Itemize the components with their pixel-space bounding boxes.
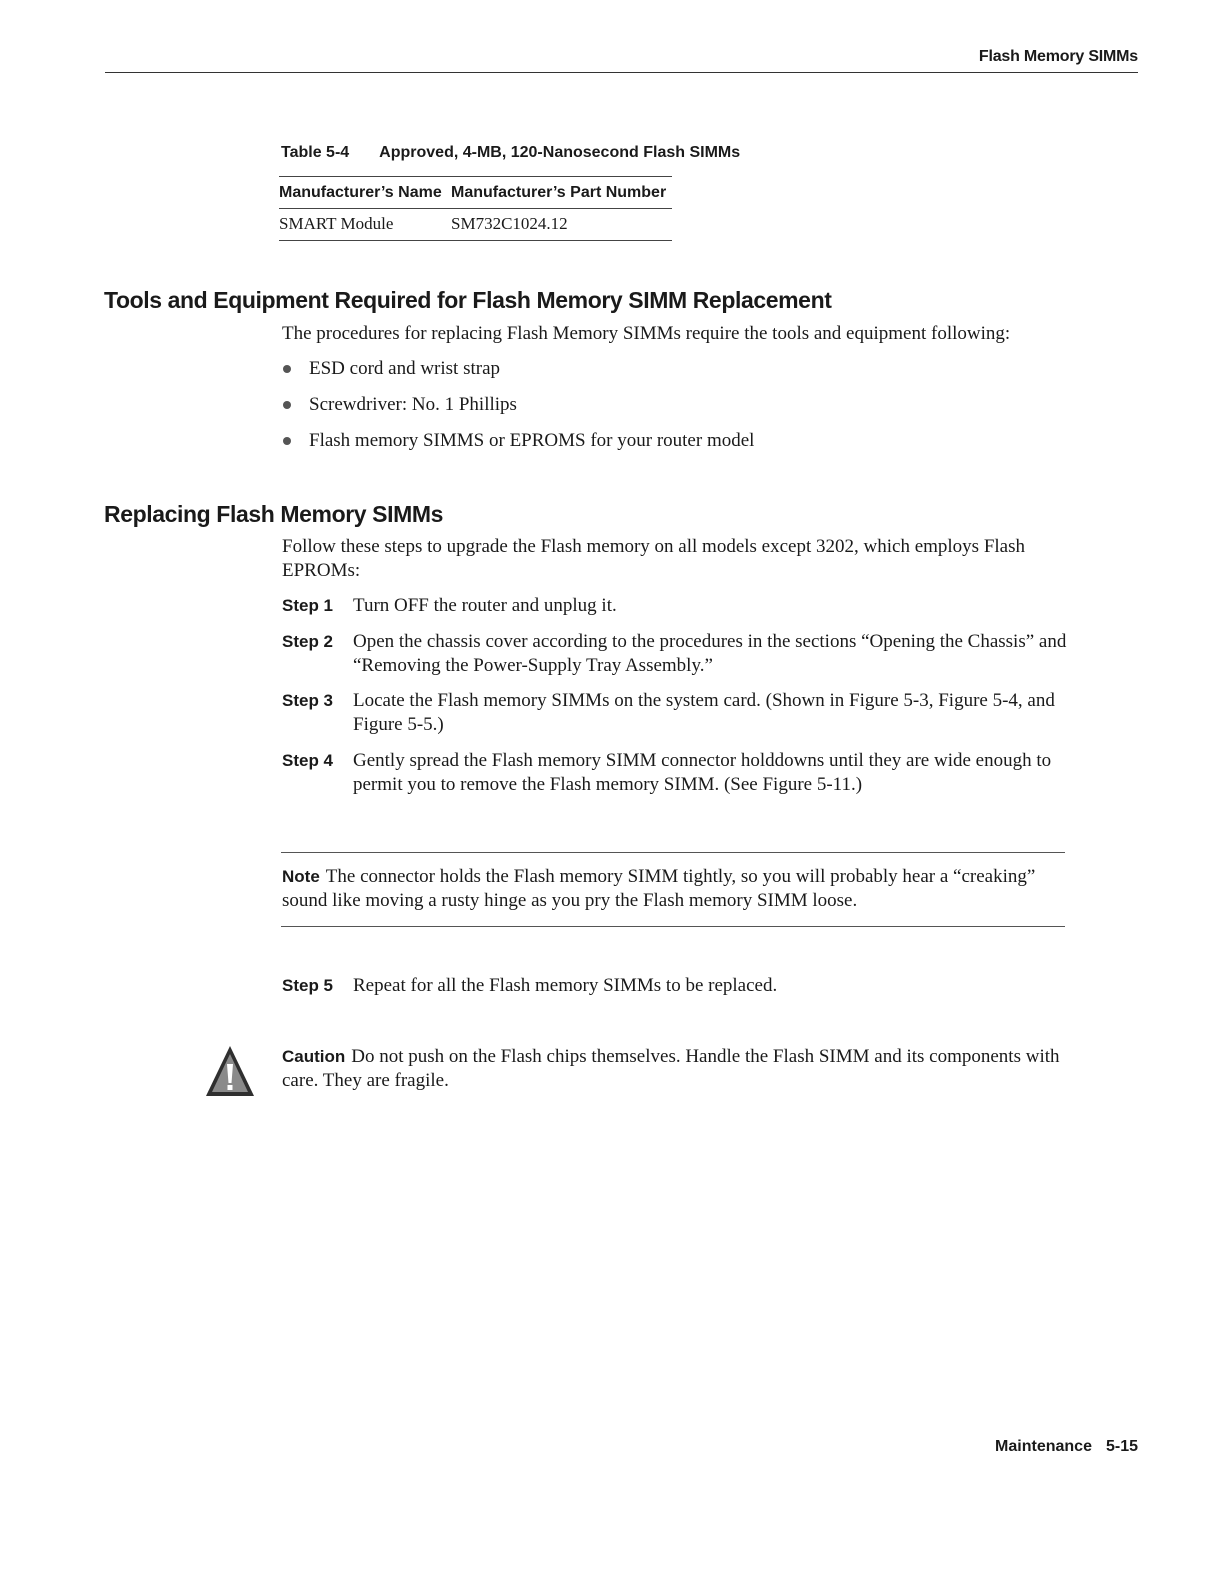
tools-heading: Tools and Equipment Required for Flash Memory SIMM Replacement	[104, 287, 832, 313]
bullet-icon	[283, 365, 291, 373]
step-label: Step 3	[282, 691, 334, 710]
caution-icon	[204, 1044, 256, 1098]
note-label: Note	[282, 867, 320, 886]
table-title: Approved, 4-MB, 120-Nanosecond Flash SIMMs	[379, 144, 741, 161]
note	[282, 865, 1072, 913]
step-2	[282, 630, 1072, 678]
note-top-rule	[281, 852, 1065, 853]
flash-simm-table	[279, 176, 672, 241]
caution	[282, 1045, 1072, 1093]
table-header-row	[279, 177, 672, 209]
running-head: Flash Memory SIMMs	[978, 48, 1138, 65]
table-cell-manufacturer: SMART Module	[279, 209, 451, 241]
list-item	[282, 428, 754, 464]
tools-list	[282, 356, 754, 464]
step-text: Turn OFF the router and unplug it.	[353, 595, 617, 616]
step-text: Gently spread the Flash memory SIMM connector holddowns until they are wide enough to permit you to remove the Flash memory SIMM. (See Figure 5-11.)	[353, 750, 1052, 795]
step-label: Step 4	[282, 751, 334, 770]
list-item-text: Screwdriver: No. 1 Phillips	[309, 394, 517, 415]
column-header-part-number: Manufacturer’s Part Number	[451, 177, 672, 209]
table-caption	[281, 144, 740, 162]
step-label: Step 5	[282, 976, 334, 995]
page-footer	[995, 1438, 1138, 1456]
footer-chapter: Maintenance	[995, 1438, 1092, 1455]
list-item-text: ESD cord and wrist strap	[309, 358, 501, 379]
step-3	[282, 689, 1072, 737]
note-text: The connector holds the Flash memory SIMM tightly, so you will probably hear a “creaking” sound like moving a rusty hinge as you pry the Flash memory SIMM loose.	[282, 866, 1036, 911]
page-number: 5-15	[1105, 1438, 1138, 1455]
list-item-text: Flash memory SIMMS or EPROMS for your router model	[309, 430, 755, 451]
replace-heading: Replacing Flash Memory SIMMs	[104, 501, 443, 527]
caution-label: Caution	[282, 1047, 346, 1066]
column-header-manufacturer: Manufacturer’s Name	[279, 177, 451, 209]
step-label: Step 2	[282, 632, 334, 651]
table-row	[279, 209, 672, 241]
list-item	[282, 356, 754, 392]
bullet-icon	[283, 437, 291, 445]
list-item	[282, 392, 754, 428]
replace-intro: Follow these steps to upgrade the Flash memory on all models except 3202, which employs Flash EPROMs:	[282, 536, 1026, 581]
step-4	[282, 749, 1072, 797]
step-text: Locate the Flash memory SIMMs on the system card. (Shown in Figure 5-3, Figure 5-4, and Figure 5-5.)	[353, 690, 1055, 735]
step-1	[282, 594, 1072, 618]
note-bottom-rule	[281, 926, 1065, 927]
header-rule	[105, 72, 1138, 73]
step-5	[282, 974, 1072, 998]
step-label: Step 1	[282, 596, 334, 615]
table-label: Table 5-4	[281, 144, 350, 161]
step-text: Open the chassis cover according to the procedures in the sections “Opening the Chassis” and “Removing the Power-Supply Tray Assembly.”	[353, 631, 1067, 676]
tools-intro: The procedures for replacing Flash Memory SIMMs require the tools and equipment following:	[282, 323, 1011, 344]
bullet-icon	[283, 401, 291, 409]
table-cell-part-number: SM732C1024.12	[451, 209, 672, 241]
step-text: Repeat for all the Flash memory SIMMs to be replaced.	[353, 975, 778, 996]
caution-text: Do not push on the Flash chips themselves. Handle the Flash SIMM and its components with care. They are fragile.	[282, 1046, 1060, 1091]
